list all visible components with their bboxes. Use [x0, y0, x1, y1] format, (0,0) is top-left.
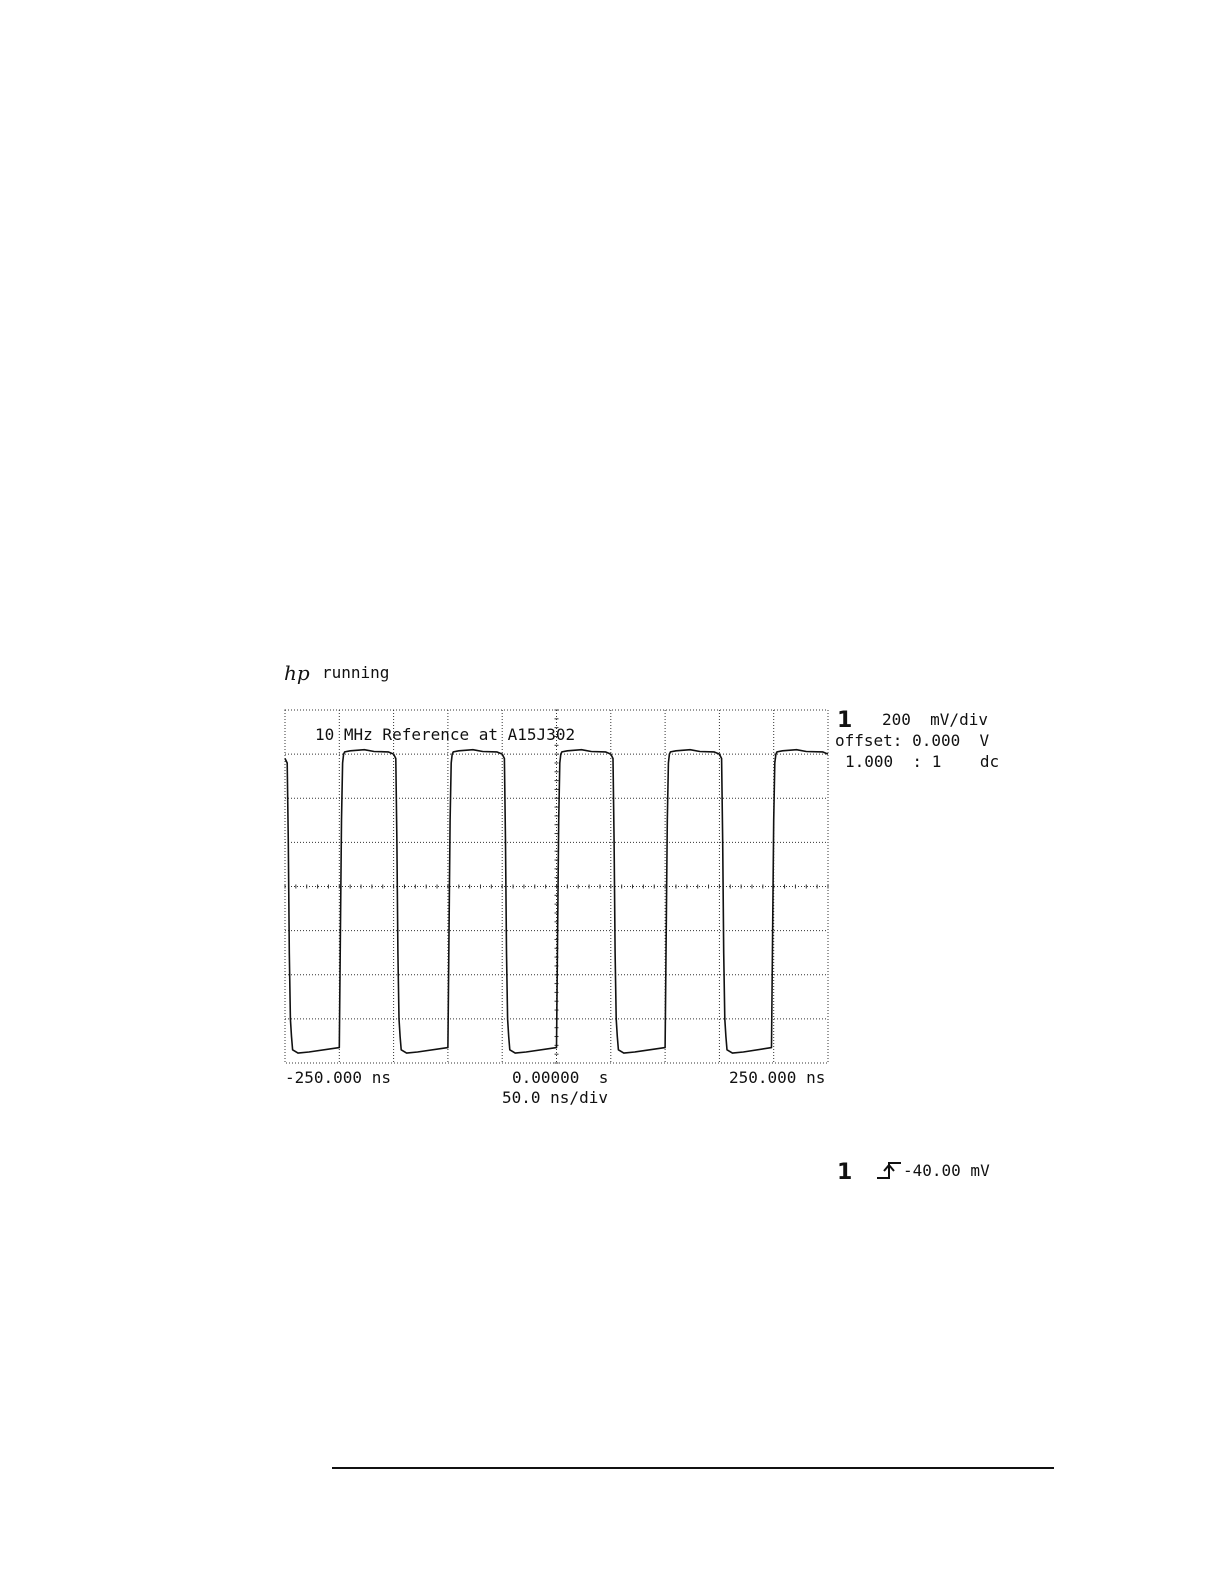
probe-coupling: 1.000 : 1 dc: [845, 752, 1000, 771]
hp-logo: hp: [284, 661, 310, 685]
waveform-series: [285, 750, 828, 1053]
channel-offset: offset: 0.000 V: [835, 731, 990, 750]
trigger-level: -40.00 mV: [903, 1161, 990, 1180]
page-rule: [332, 1467, 1054, 1469]
rising-edge-icon: [875, 1160, 905, 1182]
chart-title: 10 MHz Reference at A15J302: [315, 725, 576, 744]
time-left-label: -250.000 ns: [285, 1068, 391, 1087]
run-status: running: [322, 663, 390, 682]
channel-number: 1: [837, 708, 853, 733]
time-center-label: 0.00000 s: [512, 1068, 609, 1087]
trigger-channel: 1: [837, 1160, 853, 1185]
waveform-trace: [285, 750, 828, 1053]
volts-per-div: 200 mV/div: [882, 710, 988, 729]
time-per-div: 50.0 ns/div: [502, 1088, 608, 1107]
time-right-label: 250.000 ns: [729, 1068, 826, 1087]
